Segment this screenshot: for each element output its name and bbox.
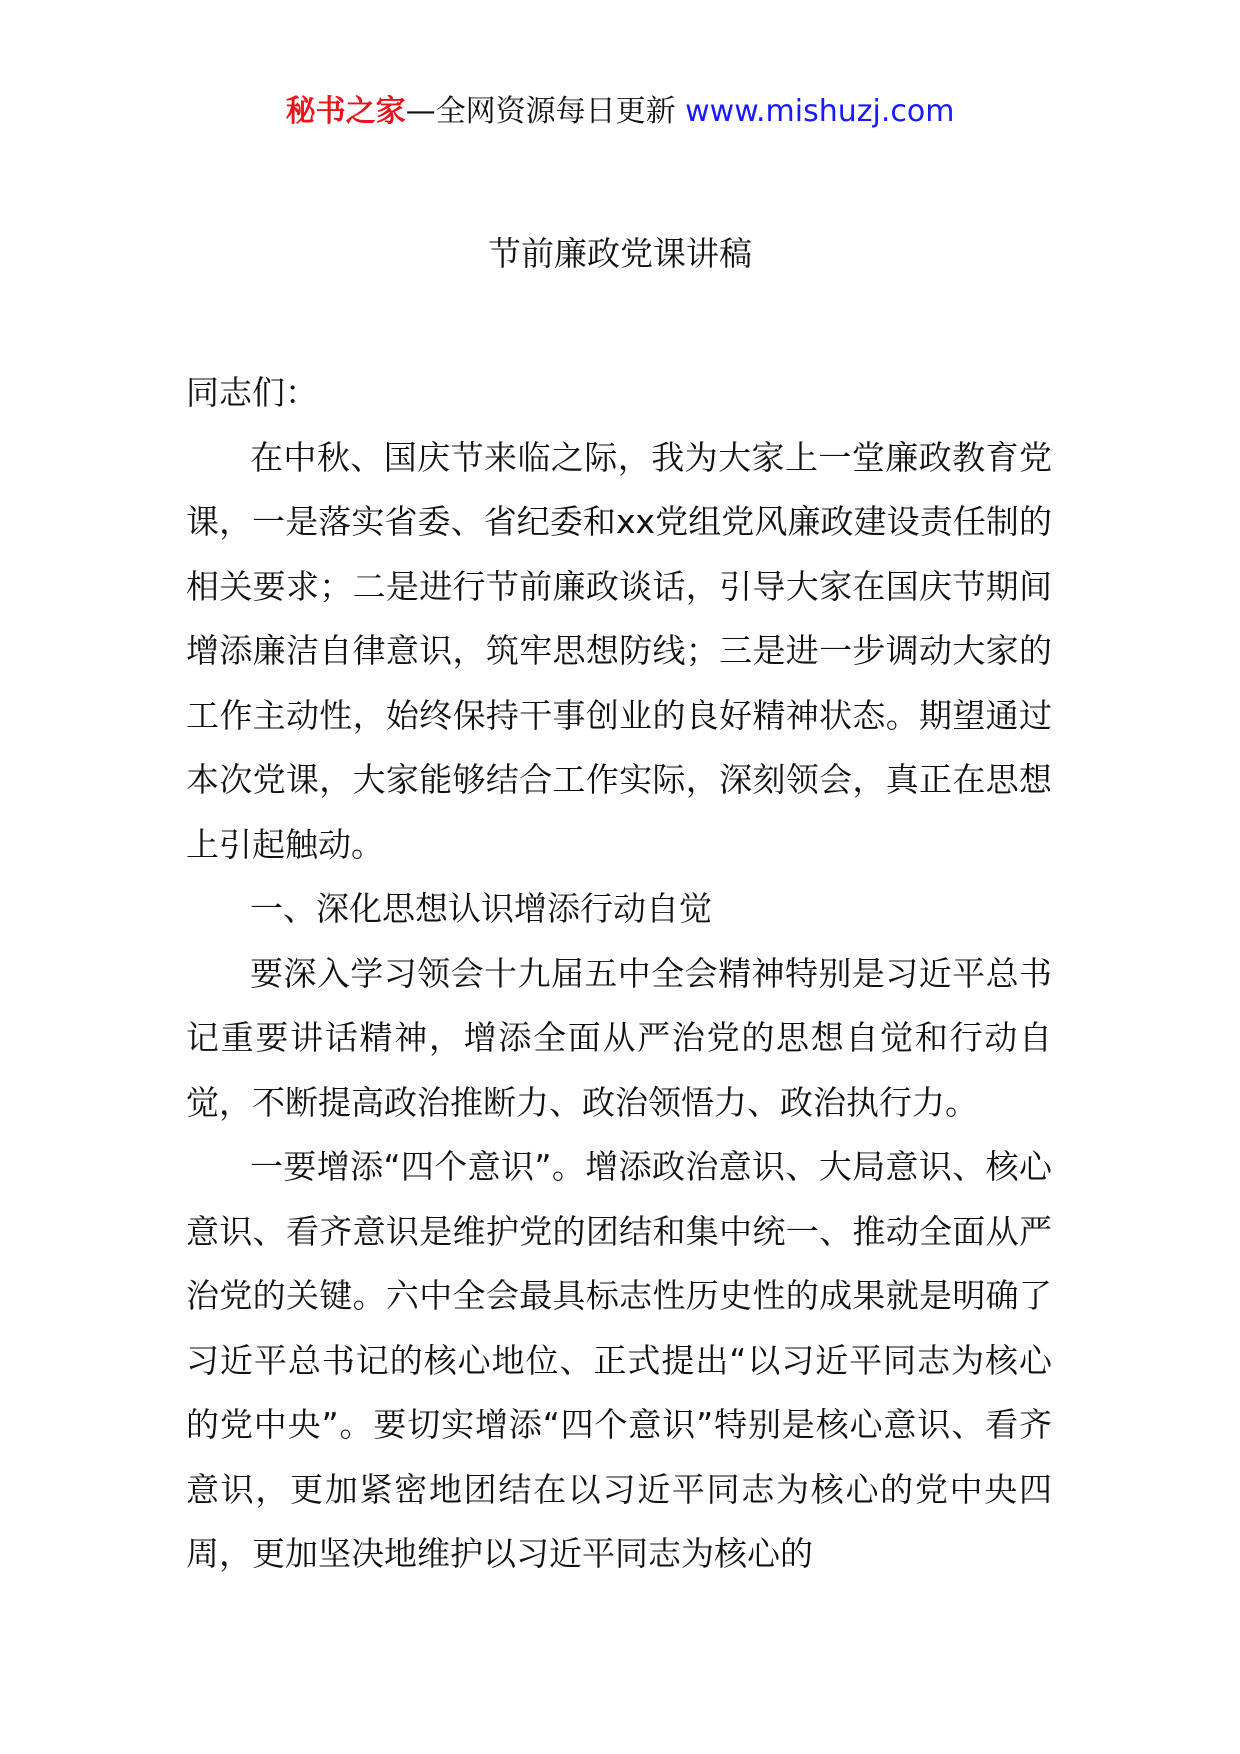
- section-heading: 一、深化思想认识增添行动自觉: [250, 889, 712, 928]
- greeting: 同志们：: [186, 373, 318, 412]
- site-url-link[interactable]: www.mishuzj.com: [685, 94, 955, 129]
- site-header: [0, 92, 1240, 132]
- brand-name: 秘书之家: [285, 94, 406, 129]
- document-body: [186, 361, 1052, 1587]
- paragraph-study: 要深入学习领会十九届五中全会精神特别是习近平总书记重要讲话精神，增添全面从严治党的思想自觉和行动自觉，不断提高政治推断力、政治领悟力、政治执行力。: [186, 953, 1052, 1122]
- paragraph-four-consciousness: 一要增添“四个意识”。增添政治意识、大局意识、核心意识、看齐意识是维护党的团结和集中统一、推动全面从严治党的关键。六中全会最具标志性历史性的成果就是明确了习近平总书记的核心地位、正式提出“以习近平同志为核心的党中央”。要切实增添“四个意识”特别是核心意识、看齐意识，更加紧密地团结在以习近平同志为核心的党中央四周，更加坚决地维护以习近平同志为核心的: [186, 1147, 1052, 1573]
- header-slogan: —全网资源每日更新: [405, 94, 686, 129]
- document-title: 节前廉政党课讲稿: [488, 234, 752, 273]
- paragraph-intro: 在中秋、国庆节来临之际，我为大家上一堂廉政教育党课，一是落实省委、省纪委和xx党组党风廉政建设责任制的相关要求；二是进行节前廉政谈话，引导大家在国庆节期间增添廉洁自律意识，筑牢思想防线；三是进一步调动大家的工作主动性，始终保持干事创业的良好精神状态。期望通过本次党课，大家能够结合工作实际，深刻领会，真正在思想上引起触动。: [186, 437, 1052, 864]
